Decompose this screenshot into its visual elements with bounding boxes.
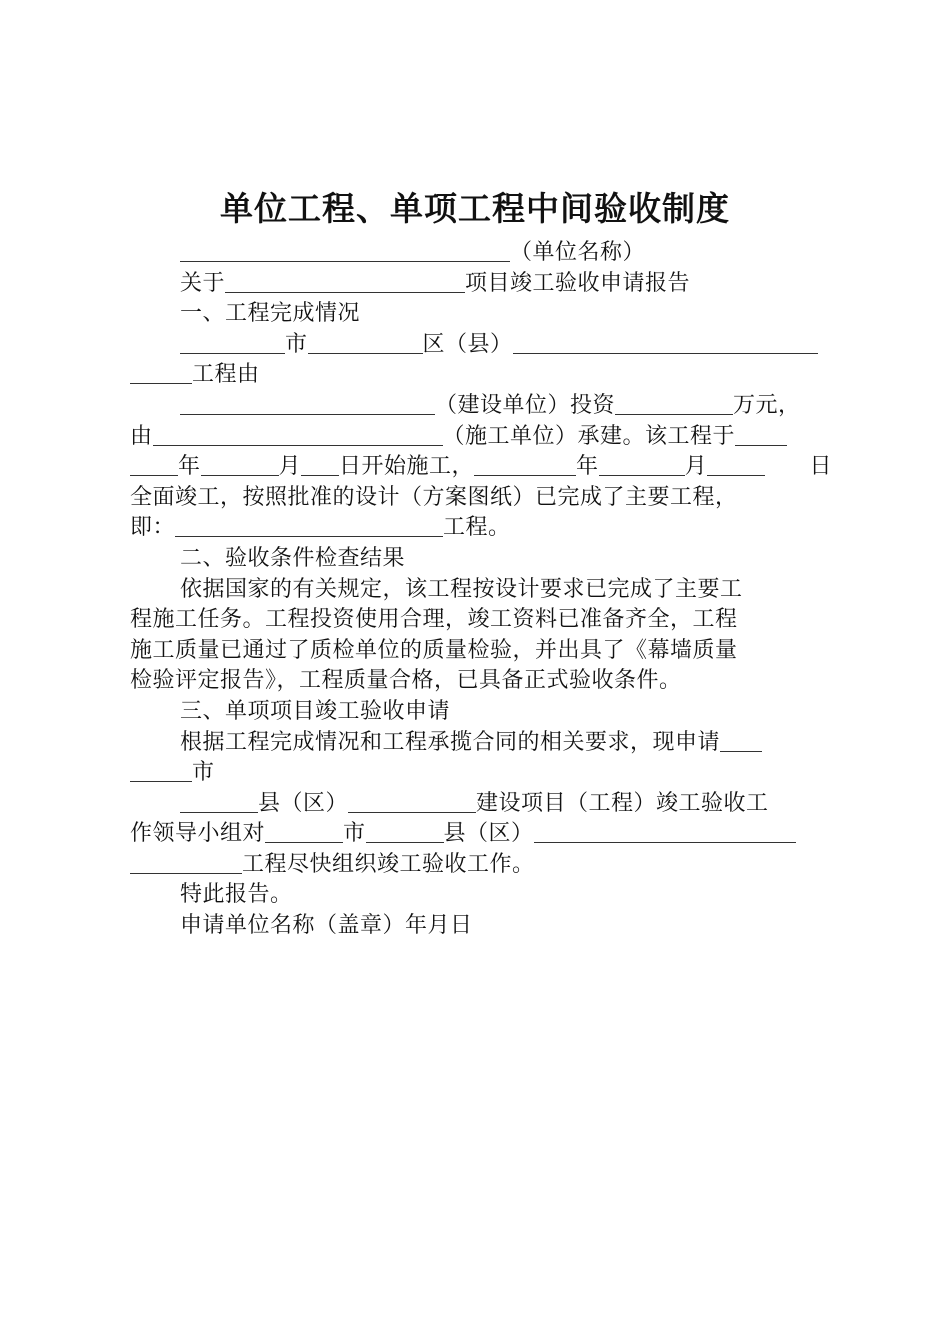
line-county-project: 县（区） 建设项目（工程）竣工验收工 (130, 789, 832, 820)
blank-month-end (599, 453, 685, 476)
blank-address (513, 331, 818, 354)
signature-line: 申请单位名称（盖章）年月日 (180, 913, 473, 939)
blank-group-county (366, 820, 444, 843)
section-heading-1: 一、工程完成情况 (180, 301, 361, 327)
blank-district (308, 331, 423, 354)
line-location: 市 区（县） (130, 330, 832, 361)
blank-county (180, 790, 258, 813)
blank-builder (180, 392, 435, 415)
blank-project-name (225, 270, 465, 293)
line-project-by: 工程由 (130, 360, 832, 391)
line-main-works: 即： 工程。 (130, 515, 511, 541)
blank-group-project-cont (130, 851, 242, 874)
line-completion: 全面竣工，按照批准的设计（方案图纸）已完成了主要工程， (130, 484, 738, 510)
blank-year-end (474, 453, 576, 476)
blank-unit-name (180, 239, 510, 262)
paragraph-line: 检验评定报告》，工程质量合格，已具备正式验收条件。 (130, 668, 682, 694)
blank-day-end (707, 453, 765, 476)
line-unit-name: （单位名称） (130, 238, 832, 269)
line-dates: 年 月 日开始施工， 年 月 日 (130, 452, 832, 483)
line-working-group: 作领导小组对 市 县（区） (130, 819, 832, 850)
line-report-subject: 关于 项目竣工验收申请报告 (180, 270, 691, 296)
blank-amount (615, 392, 733, 415)
line-apply-city: 市 (130, 758, 832, 789)
section-heading-2: 二、验收条件检查结果 (180, 545, 406, 571)
document-body (130, 238, 832, 942)
paragraph-line: 程施工任务。工程投资使用合理，竣工资料已准备齐全，工程 (130, 607, 738, 633)
closing-line: 特此报告。 (180, 882, 293, 908)
line-apply: 根据工程完成情况和工程承揽合同的相关要求，现申请 (130, 728, 832, 759)
blank-project (348, 790, 476, 813)
blank-apply-city (720, 729, 762, 752)
blank-year-start (735, 423, 787, 446)
blank-year-start-cont (130, 453, 178, 476)
paragraph-line: 施工质量已通过了质检单位的质量检验，并出具了《幕墙质量 (130, 637, 738, 663)
blank-month-start (201, 453, 279, 476)
blank-address-cont (130, 361, 192, 384)
line-acceptance-work: 工程尽快组织竣工验收工作。 (130, 850, 832, 881)
blank-city (180, 331, 285, 354)
blank-main-works (175, 514, 443, 537)
blank-apply-city-cont (130, 759, 192, 782)
paragraph-line: 依据国家的有关规定，该工程按设计要求已完成了主要工 (180, 576, 743, 602)
blank-day-start (301, 453, 339, 476)
blank-group-project (534, 820, 796, 843)
blank-contractor (153, 423, 443, 446)
line-contractor: 由 （施工单位）承建。该工程于 (130, 422, 832, 453)
section-heading-3: 三、单项项目竣工验收申请 (180, 698, 451, 724)
document-title: 单位工程、单项工程中间验收制度 (220, 189, 730, 228)
line-investment: （建设单位）投资 万元， (130, 391, 832, 422)
blank-group-city (265, 820, 343, 843)
